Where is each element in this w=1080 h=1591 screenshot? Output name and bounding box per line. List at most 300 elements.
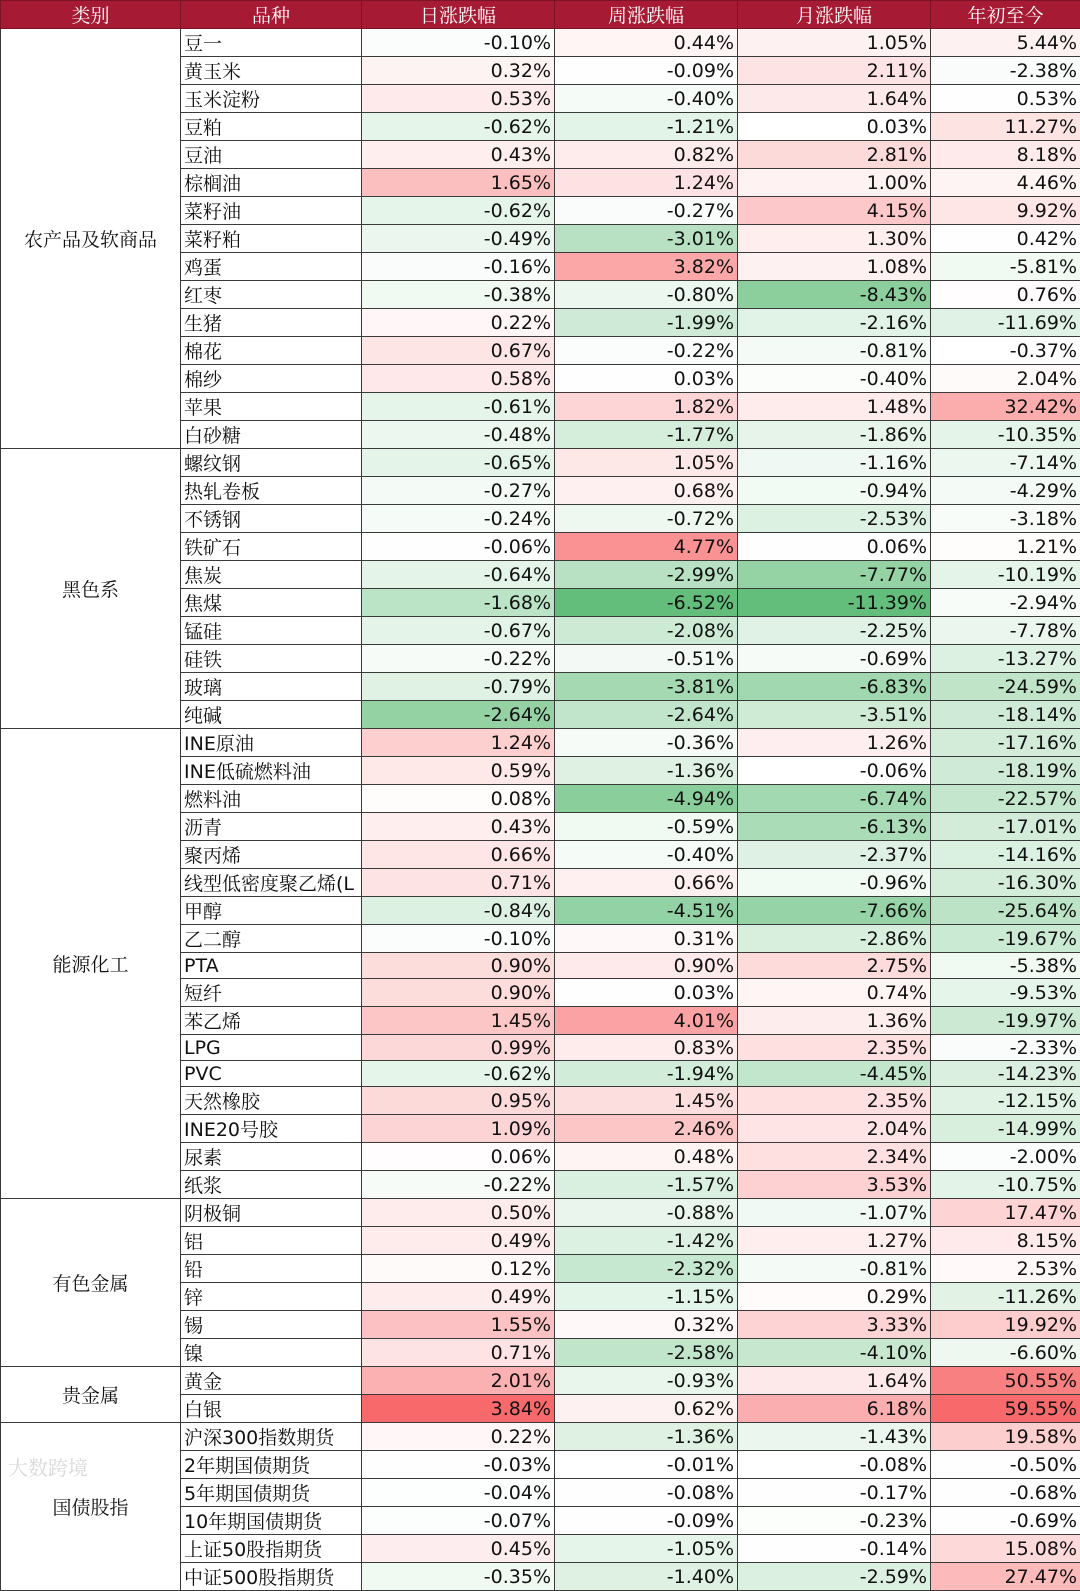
weekly-change-cell: -0.80%: [555, 281, 738, 309]
ytd-change-cell: -17.16%: [931, 729, 1080, 757]
weekly-change-cell: -0.09%: [555, 1507, 738, 1535]
monthly-change-cell: 2.75%: [738, 953, 931, 979]
ytd-change-cell: 59.55%: [931, 1395, 1080, 1423]
daily-change-cell: 0.43%: [362, 813, 555, 841]
variety-cell: 纸浆: [181, 1171, 362, 1199]
monthly-change-cell: -0.08%: [738, 1451, 931, 1479]
monthly-change-cell: -6.83%: [738, 673, 931, 701]
monthly-change-cell: 0.29%: [738, 1283, 931, 1311]
monthly-change-cell: 2.04%: [738, 1115, 931, 1143]
variety-cell: 黄玉米: [181, 57, 362, 85]
daily-change-cell: -0.27%: [362, 477, 555, 505]
monthly-change-cell: -1.07%: [738, 1199, 931, 1227]
header-daily-change: 日涨跌幅: [362, 1, 555, 29]
daily-change-cell: -0.48%: [362, 421, 555, 449]
daily-change-cell: -0.84%: [362, 897, 555, 925]
weekly-change-cell: 0.66%: [555, 869, 738, 897]
weekly-change-cell: -0.88%: [555, 1199, 738, 1227]
daily-change-cell: 1.55%: [362, 1311, 555, 1339]
weekly-change-cell: 0.31%: [555, 925, 738, 953]
monthly-change-cell: -0.14%: [738, 1535, 931, 1563]
daily-change-cell: 0.49%: [362, 1283, 555, 1311]
ytd-change-cell: -18.14%: [931, 701, 1080, 729]
daily-change-cell: 0.12%: [362, 1255, 555, 1283]
variety-cell: 棉纱: [181, 365, 362, 393]
monthly-change-cell: -0.96%: [738, 869, 931, 897]
monthly-change-cell: 1.00%: [738, 169, 931, 197]
monthly-change-cell: 1.05%: [738, 29, 931, 57]
ytd-change-cell: 4.46%: [931, 169, 1080, 197]
daily-change-cell: 0.58%: [362, 365, 555, 393]
monthly-change-cell: -1.16%: [738, 449, 931, 477]
ytd-change-cell: -3.18%: [931, 505, 1080, 533]
ytd-change-cell: -9.53%: [931, 979, 1080, 1007]
variety-cell: 棕榈油: [181, 169, 362, 197]
ytd-change-cell: -14.23%: [931, 1061, 1080, 1087]
variety-cell: 铁矿石: [181, 533, 362, 561]
monthly-change-cell: -6.74%: [738, 785, 931, 813]
monthly-change-cell: -6.13%: [738, 813, 931, 841]
monthly-change-cell: 2.35%: [738, 1035, 931, 1061]
monthly-change-cell: -0.06%: [738, 757, 931, 785]
weekly-change-cell: -1.15%: [555, 1283, 738, 1311]
weekly-change-cell: -4.94%: [555, 785, 738, 813]
ytd-change-cell: 2.04%: [931, 365, 1080, 393]
daily-change-cell: 0.66%: [362, 841, 555, 869]
monthly-change-cell: -2.86%: [738, 925, 931, 953]
ytd-change-cell: -11.26%: [931, 1283, 1080, 1311]
variety-cell: LPG: [181, 1035, 362, 1061]
weekly-change-cell: 3.82%: [555, 253, 738, 281]
ytd-change-cell: 8.15%: [931, 1227, 1080, 1255]
table-row: [1, 1199, 1080, 1227]
weekly-change-cell: -0.09%: [555, 57, 738, 85]
monthly-change-cell: -2.16%: [738, 309, 931, 337]
variety-cell: 棉花: [181, 337, 362, 365]
ytd-change-cell: 32.42%: [931, 393, 1080, 421]
weekly-change-cell: -0.36%: [555, 729, 738, 757]
weekly-change-cell: 0.90%: [555, 953, 738, 979]
weekly-change-cell: -2.58%: [555, 1339, 738, 1367]
ytd-change-cell: -19.97%: [931, 1007, 1080, 1035]
variety-cell: 菜籽油: [181, 197, 362, 225]
variety-cell: 10年期国债期货: [181, 1507, 362, 1535]
daily-change-cell: 0.22%: [362, 309, 555, 337]
variety-cell: 聚丙烯: [181, 841, 362, 869]
ytd-change-cell: -14.99%: [931, 1115, 1080, 1143]
ytd-change-cell: -2.38%: [931, 57, 1080, 85]
weekly-change-cell: -0.51%: [555, 645, 738, 673]
monthly-change-cell: -2.53%: [738, 505, 931, 533]
monthly-change-cell: -0.94%: [738, 477, 931, 505]
header-variety: 品种: [181, 1, 362, 29]
monthly-change-cell: 1.08%: [738, 253, 931, 281]
weekly-change-cell: 0.68%: [555, 477, 738, 505]
weekly-change-cell: -0.01%: [555, 1451, 738, 1479]
monthly-change-cell: 1.64%: [738, 85, 931, 113]
daily-change-cell: -0.06%: [362, 533, 555, 561]
daily-change-cell: 0.71%: [362, 1339, 555, 1367]
monthly-change-cell: 2.35%: [738, 1087, 931, 1115]
weekly-change-cell: -0.22%: [555, 337, 738, 365]
header-weekly-change: 周涨跌幅: [555, 1, 738, 29]
category-cell: 能源化工: [1, 729, 181, 1199]
category-cell: 农产品及软商品: [1, 29, 181, 449]
weekly-change-cell: 1.82%: [555, 393, 738, 421]
variety-cell: INE原油: [181, 729, 362, 757]
variety-cell: 中证500股指期货: [181, 1563, 362, 1591]
table-row: [1, 729, 1080, 757]
variety-cell: PVC: [181, 1061, 362, 1087]
monthly-change-cell: 3.33%: [738, 1311, 931, 1339]
monthly-change-cell: 3.53%: [738, 1171, 931, 1199]
daily-change-cell: 0.59%: [362, 757, 555, 785]
weekly-change-cell: -2.64%: [555, 701, 738, 729]
daily-change-cell: -0.49%: [362, 225, 555, 253]
variety-cell: 白砂糖: [181, 421, 362, 449]
variety-cell: 白银: [181, 1395, 362, 1423]
daily-change-cell: -0.65%: [362, 449, 555, 477]
variety-cell: 螺纹钢: [181, 449, 362, 477]
monthly-change-cell: 4.15%: [738, 197, 931, 225]
daily-change-cell: 0.22%: [362, 1423, 555, 1451]
daily-change-cell: -0.10%: [362, 925, 555, 953]
daily-change-cell: 3.84%: [362, 1395, 555, 1423]
monthly-change-cell: -8.43%: [738, 281, 931, 309]
weekly-change-cell: 1.24%: [555, 169, 738, 197]
ytd-change-cell: 19.58%: [931, 1423, 1080, 1451]
monthly-change-cell: -4.10%: [738, 1339, 931, 1367]
daily-change-cell: -1.68%: [362, 589, 555, 617]
variety-cell: 沥青: [181, 813, 362, 841]
weekly-change-cell: 0.03%: [555, 979, 738, 1007]
category-cell: 国债股指: [1, 1423, 181, 1591]
monthly-change-cell: 1.26%: [738, 729, 931, 757]
weekly-change-cell: -0.27%: [555, 197, 738, 225]
daily-change-cell: -0.35%: [362, 1563, 555, 1591]
daily-change-cell: -0.04%: [362, 1479, 555, 1507]
ytd-change-cell: 11.27%: [931, 113, 1080, 141]
monthly-change-cell: 2.11%: [738, 57, 931, 85]
variety-cell: 锰硅: [181, 617, 362, 645]
daily-change-cell: -0.64%: [362, 561, 555, 589]
weekly-change-cell: -0.40%: [555, 85, 738, 113]
weekly-change-cell: 0.32%: [555, 1311, 738, 1339]
daily-change-cell: -0.62%: [362, 197, 555, 225]
ytd-change-cell: -18.19%: [931, 757, 1080, 785]
daily-change-cell: -2.64%: [362, 701, 555, 729]
variety-cell: 5年期国债期货: [181, 1479, 362, 1507]
ytd-change-cell: -0.37%: [931, 337, 1080, 365]
monthly-change-cell: 1.30%: [738, 225, 931, 253]
weekly-change-cell: 0.83%: [555, 1035, 738, 1061]
daily-change-cell: -0.16%: [362, 253, 555, 281]
monthly-change-cell: -0.17%: [738, 1479, 931, 1507]
ytd-change-cell: -10.75%: [931, 1171, 1080, 1199]
monthly-change-cell: 0.03%: [738, 113, 931, 141]
variety-cell: PTA: [181, 953, 362, 979]
table-row: [1, 29, 1080, 57]
ytd-change-cell: -7.78%: [931, 617, 1080, 645]
ytd-change-cell: 9.92%: [931, 197, 1080, 225]
monthly-change-cell: -0.81%: [738, 1255, 931, 1283]
variety-cell: 鸡蛋: [181, 253, 362, 281]
variety-cell: 2年期国债期货: [181, 1451, 362, 1479]
variety-cell: 红枣: [181, 281, 362, 309]
ytd-change-cell: -5.81%: [931, 253, 1080, 281]
monthly-change-cell: 2.34%: [738, 1143, 931, 1171]
header-row: [1, 1, 1080, 29]
variety-cell: 锡: [181, 1311, 362, 1339]
daily-change-cell: 0.53%: [362, 85, 555, 113]
monthly-change-cell: -0.23%: [738, 1507, 931, 1535]
monthly-change-cell: -1.43%: [738, 1423, 931, 1451]
variety-cell: 线型低密度聚乙烯(L: [181, 869, 362, 897]
daily-change-cell: 0.95%: [362, 1087, 555, 1115]
ytd-change-cell: -12.15%: [931, 1087, 1080, 1115]
category-cell: 有色金属: [1, 1199, 181, 1367]
daily-change-cell: 1.65%: [362, 169, 555, 197]
ytd-change-cell: 2.53%: [931, 1255, 1080, 1283]
daily-change-cell: 2.01%: [362, 1367, 555, 1395]
variety-cell: 黄金: [181, 1367, 362, 1395]
variety-cell: 沪深300指数期货: [181, 1423, 362, 1451]
daily-change-cell: -0.62%: [362, 113, 555, 141]
ytd-change-cell: -10.35%: [931, 421, 1080, 449]
variety-cell: 燃料油: [181, 785, 362, 813]
weekly-change-cell: -1.42%: [555, 1227, 738, 1255]
daily-change-cell: 0.50%: [362, 1199, 555, 1227]
daily-change-cell: -0.24%: [362, 505, 555, 533]
weekly-change-cell: -4.51%: [555, 897, 738, 925]
weekly-change-cell: 0.03%: [555, 365, 738, 393]
variety-cell: 尿素: [181, 1143, 362, 1171]
header-category: 类别: [1, 1, 181, 29]
daily-change-cell: 1.45%: [362, 1007, 555, 1035]
weekly-change-cell: 4.77%: [555, 533, 738, 561]
weekly-change-cell: -1.57%: [555, 1171, 738, 1199]
monthly-change-cell: -7.66%: [738, 897, 931, 925]
header-monthly-change: 月涨跌幅: [738, 1, 931, 29]
ytd-change-cell: -0.69%: [931, 1507, 1080, 1535]
weekly-change-cell: -1.36%: [555, 1423, 738, 1451]
daily-change-cell: 0.67%: [362, 337, 555, 365]
weekly-change-cell: -2.99%: [555, 561, 738, 589]
daily-change-cell: -0.67%: [362, 617, 555, 645]
variety-cell: 铅: [181, 1255, 362, 1283]
variety-cell: INE20号胶: [181, 1115, 362, 1143]
daily-change-cell: 0.49%: [362, 1227, 555, 1255]
daily-change-cell: -0.38%: [362, 281, 555, 309]
ytd-change-cell: -0.50%: [931, 1451, 1080, 1479]
ytd-change-cell: 15.08%: [931, 1535, 1080, 1563]
daily-change-cell: 0.90%: [362, 953, 555, 979]
daily-change-cell: -0.22%: [362, 1171, 555, 1199]
monthly-change-cell: 2.81%: [738, 141, 931, 169]
weekly-change-cell: -1.36%: [555, 757, 738, 785]
daily-change-cell: -0.62%: [362, 1061, 555, 1087]
variety-cell: 豆一: [181, 29, 362, 57]
variety-cell: 镍: [181, 1339, 362, 1367]
daily-change-cell: -0.03%: [362, 1451, 555, 1479]
monthly-change-cell: 1.48%: [738, 393, 931, 421]
monthly-change-cell: -3.51%: [738, 701, 931, 729]
ytd-change-cell: -2.33%: [931, 1035, 1080, 1061]
variety-cell: 甲醇: [181, 897, 362, 925]
variety-cell: 乙二醇: [181, 925, 362, 953]
ytd-change-cell: -16.30%: [931, 869, 1080, 897]
weekly-change-cell: -0.72%: [555, 505, 738, 533]
variety-cell: 玉米淀粉: [181, 85, 362, 113]
ytd-change-cell: -10.19%: [931, 561, 1080, 589]
weekly-change-cell: -0.59%: [555, 813, 738, 841]
ytd-change-cell: -22.57%: [931, 785, 1080, 813]
ytd-change-cell: -2.00%: [931, 1143, 1080, 1171]
variety-cell: 硅铁: [181, 645, 362, 673]
daily-change-cell: -0.10%: [362, 29, 555, 57]
ytd-change-cell: 27.47%: [931, 1563, 1080, 1591]
daily-change-cell: 0.45%: [362, 1535, 555, 1563]
monthly-change-cell: -0.81%: [738, 337, 931, 365]
weekly-change-cell: 0.62%: [555, 1395, 738, 1423]
weekly-change-cell: 4.01%: [555, 1007, 738, 1035]
ytd-change-cell: 8.18%: [931, 141, 1080, 169]
variety-cell: 菜籽粕: [181, 225, 362, 253]
ytd-change-cell: 0.76%: [931, 281, 1080, 309]
weekly-change-cell: 0.48%: [555, 1143, 738, 1171]
daily-change-cell: -0.07%: [362, 1507, 555, 1535]
table-row: [1, 1367, 1080, 1395]
monthly-change-cell: -11.39%: [738, 589, 931, 617]
daily-change-cell: 0.99%: [362, 1035, 555, 1061]
weekly-change-cell: -0.93%: [555, 1367, 738, 1395]
ytd-change-cell: -6.60%: [931, 1339, 1080, 1367]
daily-change-cell: 0.06%: [362, 1143, 555, 1171]
ytd-change-cell: -13.27%: [931, 645, 1080, 673]
weekly-change-cell: 0.82%: [555, 141, 738, 169]
weekly-change-cell: -2.32%: [555, 1255, 738, 1283]
monthly-change-cell: 1.36%: [738, 1007, 931, 1035]
variety-cell: 豆油: [181, 141, 362, 169]
weekly-change-cell: -2.08%: [555, 617, 738, 645]
header-ytd-change: 年初至今: [931, 1, 1080, 29]
weekly-change-cell: -3.81%: [555, 673, 738, 701]
variety-cell: 纯碱: [181, 701, 362, 729]
monthly-change-cell: 1.64%: [738, 1367, 931, 1395]
daily-change-cell: -0.61%: [362, 393, 555, 421]
weekly-change-cell: -3.01%: [555, 225, 738, 253]
weekly-change-cell: -1.77%: [555, 421, 738, 449]
ytd-change-cell: 0.53%: [931, 85, 1080, 113]
ytd-change-cell: -5.38%: [931, 953, 1080, 979]
monthly-change-cell: 1.27%: [738, 1227, 931, 1255]
ytd-change-cell: -14.16%: [931, 841, 1080, 869]
category-cell: 贵金属: [1, 1367, 181, 1423]
ytd-change-cell: -24.59%: [931, 673, 1080, 701]
monthly-change-cell: -2.59%: [738, 1563, 931, 1591]
ytd-change-cell: 17.47%: [931, 1199, 1080, 1227]
monthly-change-cell: -2.25%: [738, 617, 931, 645]
ytd-change-cell: -17.01%: [931, 813, 1080, 841]
ytd-change-cell: 1.21%: [931, 533, 1080, 561]
variety-cell: 苹果: [181, 393, 362, 421]
variety-cell: 焦炭: [181, 561, 362, 589]
weekly-change-cell: 2.46%: [555, 1115, 738, 1143]
table-row: [1, 449, 1080, 477]
daily-change-cell: 0.08%: [362, 785, 555, 813]
monthly-change-cell: 0.06%: [738, 533, 931, 561]
daily-change-cell: -0.22%: [362, 645, 555, 673]
category-cell: 黑色系: [1, 449, 181, 729]
variety-cell: 苯乙烯: [181, 1007, 362, 1035]
ytd-change-cell: 5.44%: [931, 29, 1080, 57]
ytd-change-cell: -19.67%: [931, 925, 1080, 953]
weekly-change-cell: -1.94%: [555, 1061, 738, 1087]
variety-cell: 上证50股指期货: [181, 1535, 362, 1563]
monthly-change-cell: -1.86%: [738, 421, 931, 449]
weekly-change-cell: 1.45%: [555, 1087, 738, 1115]
variety-cell: 阴极铜: [181, 1199, 362, 1227]
ytd-change-cell: -2.94%: [931, 589, 1080, 617]
weekly-change-cell: 0.44%: [555, 29, 738, 57]
variety-cell: 焦煤: [181, 589, 362, 617]
ytd-change-cell: 19.92%: [931, 1311, 1080, 1339]
daily-change-cell: 0.71%: [362, 869, 555, 897]
variety-cell: 豆粕: [181, 113, 362, 141]
variety-cell: 锌: [181, 1283, 362, 1311]
monthly-change-cell: -4.45%: [738, 1061, 931, 1087]
monthly-change-cell: 6.18%: [738, 1395, 931, 1423]
daily-change-cell: 1.24%: [362, 729, 555, 757]
weekly-change-cell: -6.52%: [555, 589, 738, 617]
monthly-change-cell: -0.40%: [738, 365, 931, 393]
table-row: [1, 1423, 1080, 1451]
variety-cell: 玻璃: [181, 673, 362, 701]
monthly-change-cell: -2.37%: [738, 841, 931, 869]
ytd-change-cell: -11.69%: [931, 309, 1080, 337]
daily-change-cell: 0.90%: [362, 979, 555, 1007]
ytd-change-cell: -0.68%: [931, 1479, 1080, 1507]
variety-cell: 天然橡胶: [181, 1087, 362, 1115]
variety-cell: 短纤: [181, 979, 362, 1007]
daily-change-cell: -0.79%: [362, 673, 555, 701]
weekly-change-cell: 1.05%: [555, 449, 738, 477]
variety-cell: 热轧卷板: [181, 477, 362, 505]
daily-change-cell: 0.43%: [362, 141, 555, 169]
weekly-change-cell: -0.08%: [555, 1479, 738, 1507]
weekly-change-cell: -1.40%: [555, 1563, 738, 1591]
ytd-change-cell: -7.14%: [931, 449, 1080, 477]
daily-change-cell: 1.09%: [362, 1115, 555, 1143]
watermark: 大数跨境: [8, 1452, 88, 1481]
weekly-change-cell: -1.21%: [555, 113, 738, 141]
variety-cell: 生猪: [181, 309, 362, 337]
weekly-change-cell: -1.05%: [555, 1535, 738, 1563]
weekly-change-cell: -0.40%: [555, 841, 738, 869]
monthly-change-cell: -0.69%: [738, 645, 931, 673]
daily-change-cell: 0.32%: [362, 57, 555, 85]
ytd-change-cell: -4.29%: [931, 477, 1080, 505]
monthly-change-cell: 0.74%: [738, 979, 931, 1007]
ytd-change-cell: 50.55%: [931, 1367, 1080, 1395]
ytd-change-cell: -25.64%: [931, 897, 1080, 925]
ytd-change-cell: 0.42%: [931, 225, 1080, 253]
variety-cell: 不锈钢: [181, 505, 362, 533]
monthly-change-cell: -7.77%: [738, 561, 931, 589]
weekly-change-cell: -1.99%: [555, 309, 738, 337]
variety-cell: 铝: [181, 1227, 362, 1255]
variety-cell: INE低硫燃料油: [181, 757, 362, 785]
